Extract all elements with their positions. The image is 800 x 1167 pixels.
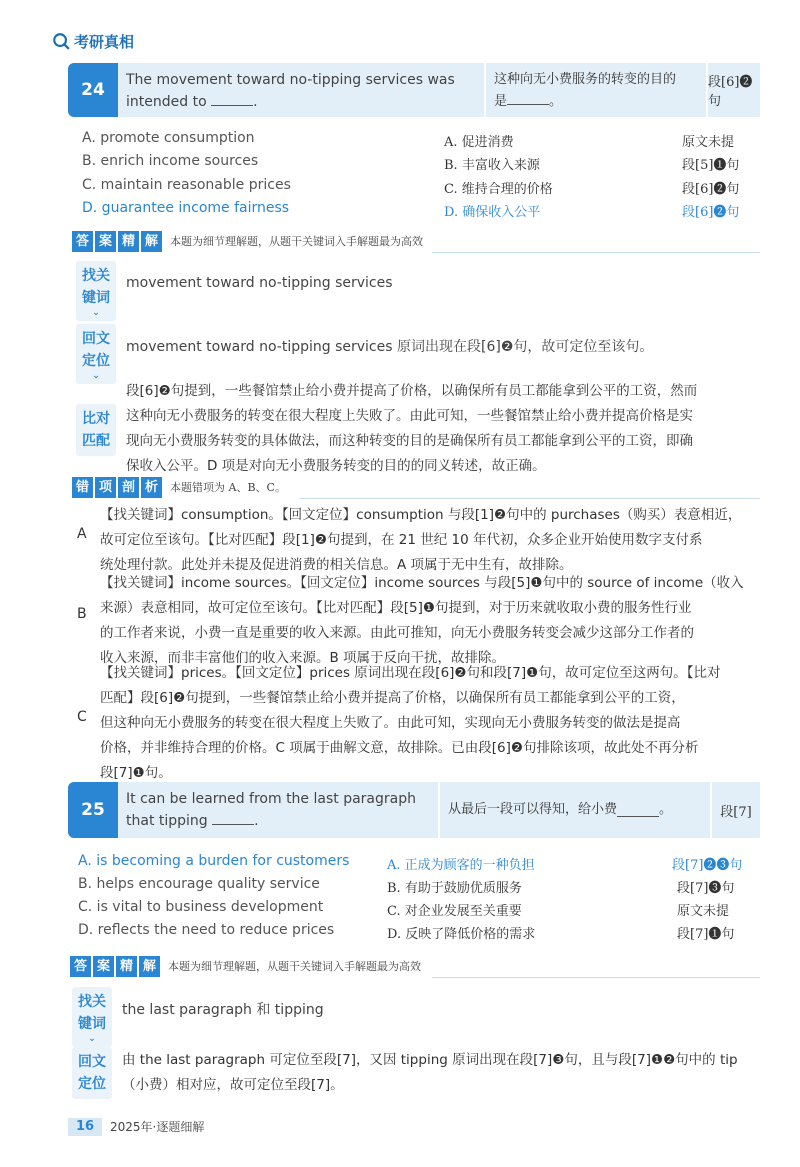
divider xyxy=(432,252,760,253)
footer-title: 2025年·逐题细解 xyxy=(110,1120,205,1134)
step-label-keyword: 找关 键词 ⌄ xyxy=(72,987,112,1047)
question-stem-cn: 这种向无小费服务的转变的目的 是 。 xyxy=(486,63,706,117)
answer-blank xyxy=(212,811,254,825)
step-label-locate: 回文 定位 ⌄ xyxy=(76,324,116,384)
page-number: 16 xyxy=(68,1118,102,1136)
option-en-correct: A. is becoming a burden for customers xyxy=(78,853,350,869)
question-24-bar xyxy=(68,63,760,117)
chevron-down-icon: ⌄ xyxy=(92,308,100,318)
question-number: 25 xyxy=(68,782,118,838)
step-text-locate: 由 the last paragraph 可定位至段[7]，又因 tipping 原词出现在段[7]❸句，且与段[7]❶❷句中的 tip （小费）相对应，故可定位至段[7]。 xyxy=(122,1052,738,1093)
step-text-keyword: the last paragraph 和 tipping xyxy=(122,1002,324,1018)
step-text-locate: movement toward no-tipping services 原词出现在段[6]❷句，故可定位至该句。 xyxy=(126,339,654,355)
wrong-options-tag: 错 项 剖 析 本题错项为 A、B、C。 xyxy=(72,475,286,499)
option-cn: C. 维持合理的价格 xyxy=(444,182,553,197)
answer-blank xyxy=(617,803,659,817)
option-cn: A. 促进消费 xyxy=(444,135,514,150)
answer-analysis-tag: 答 案 精 解 本题为细节理解题，从题干关键词入手解题最为高效 xyxy=(70,954,421,978)
option-location-correct: 段[6]❷句 xyxy=(682,205,740,220)
chevron-down-icon: ⌄ xyxy=(92,371,100,381)
question-location: 段[7] xyxy=(712,782,760,838)
option-location: 原文未提 xyxy=(677,904,730,919)
question-number: 24 xyxy=(68,63,118,117)
option-en: B. helps encourage quality service xyxy=(78,876,320,892)
step-label-match: 比对 匹配 xyxy=(76,404,116,456)
option-cn: D. 反映了降低价格的需求 xyxy=(387,927,536,942)
option-location: 段[6]❷句 xyxy=(682,182,740,197)
option-cn-correct: A. 正成为顾客的一种负担 xyxy=(387,858,535,873)
brand-title: 考研真相 xyxy=(74,32,135,51)
option-location: 段[5]❶句 xyxy=(682,158,740,173)
question-stem-en: The movement toward no-tipping services was intended to . xyxy=(118,63,484,117)
magnifier-icon xyxy=(52,32,70,50)
option-location: 段[7]❸句 xyxy=(677,881,735,896)
divider xyxy=(432,977,760,978)
wrong-option-letter: A xyxy=(77,526,87,542)
step-label-locate: 回文 定位 xyxy=(72,1047,112,1099)
wrong-option-analysis: 【找关键词】consumption。【回文定位】consumption 与段[1]❷句中的 purchases（购买）表意相近， 故可定位至该句。【比对匹配】段[1]❷句提到，在 21 世纪 10 年代初，众多企业开始使用数字支付系 统处理付款。此处并未提及促进消费的相关信息。A 项属于无中生有，故排除。 xyxy=(100,507,742,573)
wrong-option-letter: B xyxy=(77,606,87,622)
answer-analysis-note: 本题为细节理解题，从题干关键词入手解题最为高效 xyxy=(168,960,421,973)
wrong-options-note: 本题错项为 A、B、C。 xyxy=(170,481,286,494)
option-cn: B. 有助于鼓励优质服务 xyxy=(387,881,522,896)
wrong-option-letter: C xyxy=(77,709,87,725)
question-25-bar xyxy=(68,782,760,838)
option-cn: C. 对企业发展至关重要 xyxy=(387,904,522,919)
option-cn: B. 丰富收入来源 xyxy=(444,158,540,173)
option-en: C. is vital to business development xyxy=(78,899,324,915)
chevron-down-icon: ⌄ xyxy=(88,1034,96,1044)
answer-analysis-tag: 答 案 精 解 本题为细节理解题，从题干关键词入手解题最为高效 xyxy=(72,229,423,253)
option-en: C. maintain reasonable prices xyxy=(82,177,291,193)
step-label-keyword: 找关 键词 ⌄ xyxy=(76,261,116,321)
option-en: D. reflects the need to reduce prices xyxy=(78,922,335,938)
option-cn-correct: D. 确保收入公平 xyxy=(444,205,541,220)
question-stem-cn: 从最后一段可以得知，给小费 。 xyxy=(440,782,710,838)
answer-blank xyxy=(507,91,549,105)
answer-analysis-note: 本题为细节理解题，从题干关键词入手解题最为高效 xyxy=(170,235,423,248)
option-location: 原文未提 xyxy=(682,135,735,150)
option-en: A. promote consumption xyxy=(82,130,255,146)
option-en-correct: D. guarantee income fairness xyxy=(82,200,290,216)
question-stem-en: It can be learned from the last paragraph that tipping . xyxy=(118,782,438,838)
option-location: 段[7]❶句 xyxy=(677,927,735,942)
step-text-keyword: movement toward no-tipping services xyxy=(126,275,393,291)
divider xyxy=(300,498,760,499)
question-location: 段[6]❷句 xyxy=(708,63,760,117)
answer-blank xyxy=(211,92,253,106)
brand-header xyxy=(52,30,134,52)
option-location-correct: 段[7]❷❸句 xyxy=(672,858,743,873)
option-en: B. enrich income sources xyxy=(82,153,259,169)
wrong-option-analysis: 【找关键词】income sources。【回文定位】income sources 与段[5]❶句中的 source of income（收入 来源）表意相同，故可定位至该句。【比对匹配】段[5]❶句提到，对于历来就收取小费的服务性行业 的工作者来说，小费一直是重要的收入来源。由此可推知，向无小费服务转变会减少这部分工作者的 收入来源，而非丰富他们的收入来源。B 项属于反向干扰，故排除。 xyxy=(100,575,744,666)
wrong-option-analysis: 【找关键词】prices。【回文定位】prices 原词出现在段[6]❷句和段[7]❶句，故可定位至这两句。【比对 匹配】段[6]❷句提到，一些餐馆禁止给小费并提高了价格，以确保所有员工都能拿到公平的工资， 但这种向无小费服务的转变在很大程度上失败了。由此可知，实现向无小费服务转变的做法是提高 价格，并非维持合理的价格。C 项属于曲解文意，故排除。已由段[6]❷句排除该项，故此处不再分析 段[7]❶句。 xyxy=(100,665,721,781)
step-text-match: 段[6]❷句提到，一些餐馆禁止给小费并提高了价格，以确保所有员工都能拿到公平的工资，然而 这种向无小费服务的转变在很大程度上失败了。由此可知，一些餐馆禁止给小费并提高价格是实 现向无小费服务转变的具体做法，而这种转变的目的是确保所有员工都能拿到公平的工资，即确 保收入公平。D 项是对向无小费服务转变的目的的同义转述，故正确。 xyxy=(126,383,698,474)
